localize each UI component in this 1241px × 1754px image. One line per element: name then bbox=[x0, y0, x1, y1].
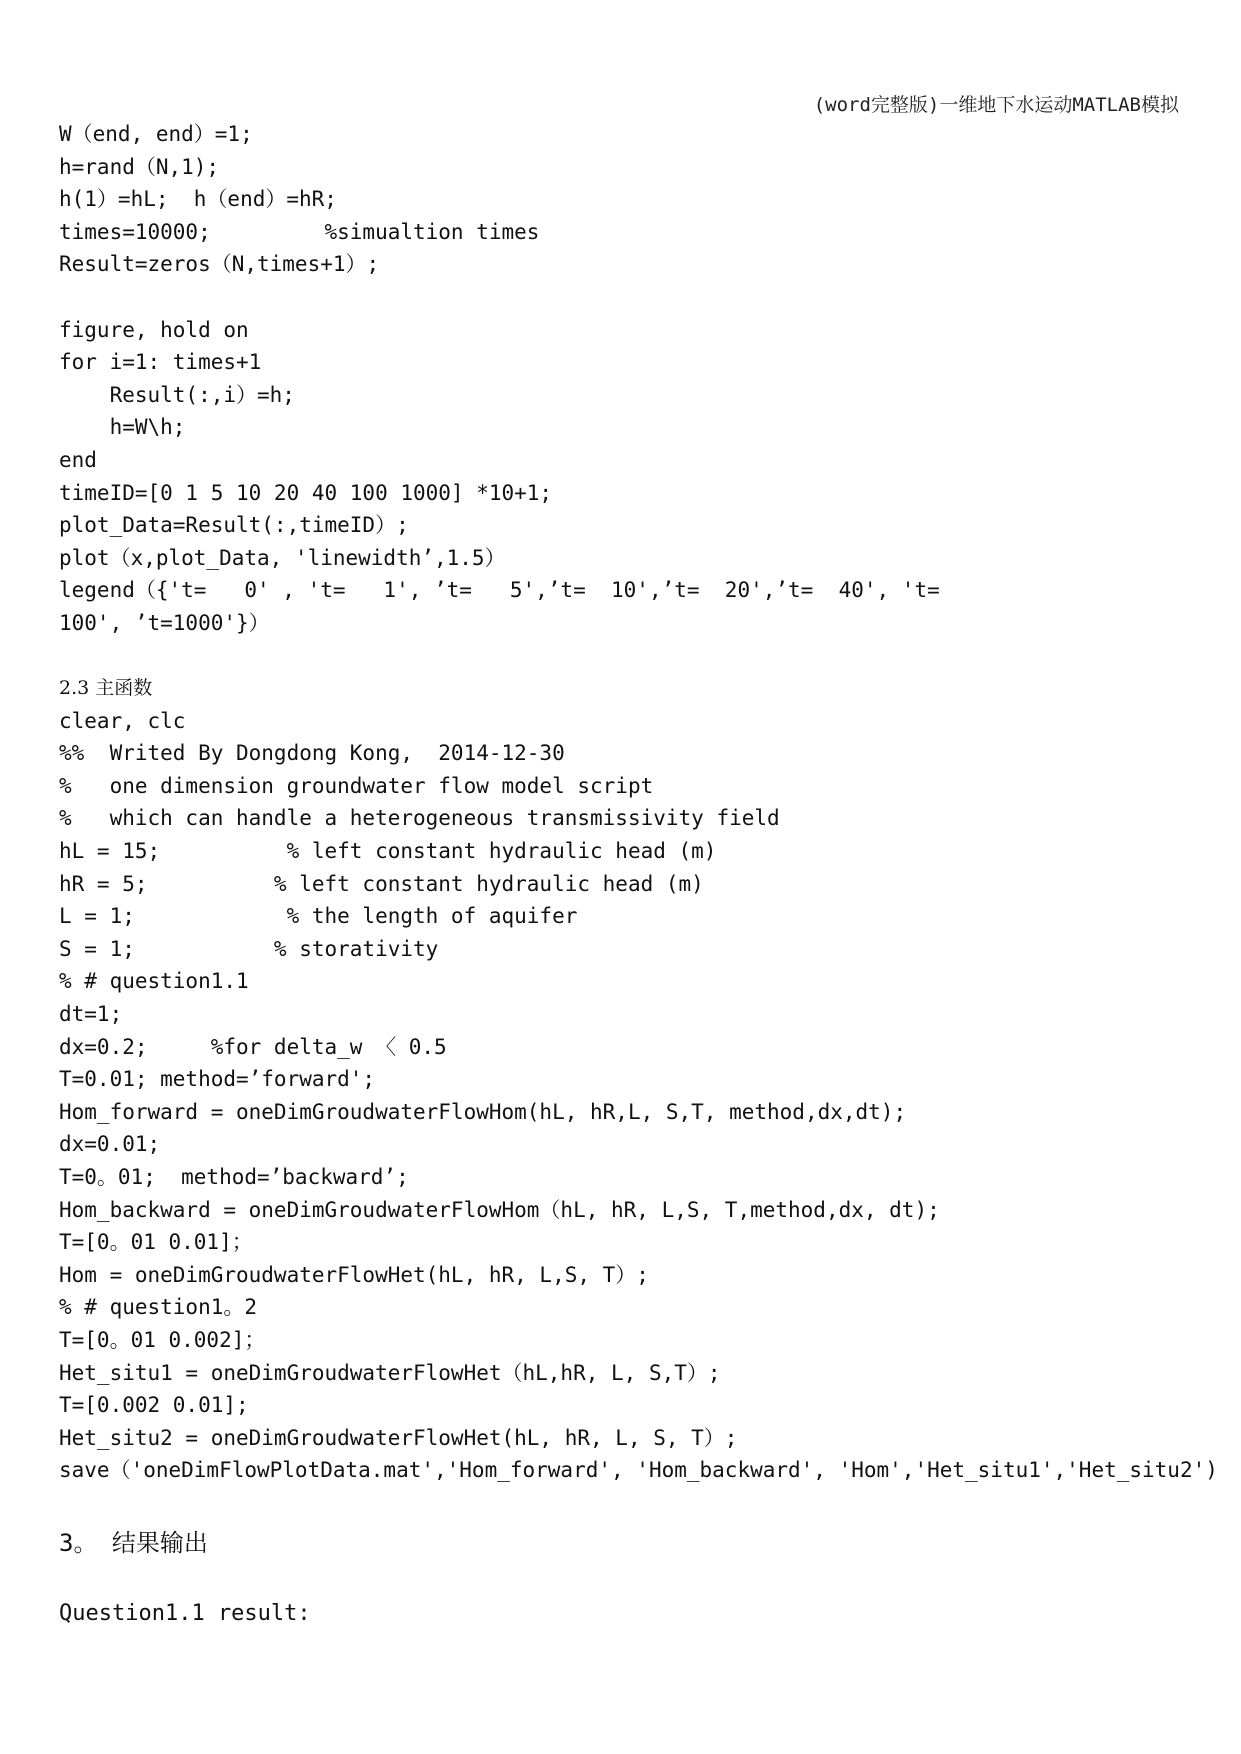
code-line: Het_situ1 = oneDimGroudwaterFlowHet（hL,hR, L, S,T）; bbox=[59, 1360, 721, 1385]
code-line: L = 1; % the length of aquifer bbox=[59, 904, 578, 929]
spacer bbox=[59, 1566, 1209, 1599]
code-line: % one dimension groundwater flow model script bbox=[59, 773, 654, 798]
code-line: times=10000; %simualtion times bbox=[59, 219, 540, 244]
code-line: dx=0.01; bbox=[59, 1132, 161, 1157]
code-line: plot（x,plot_Data, 'linewidth’,1.5） bbox=[59, 545, 506, 570]
code-line: timeID=[0 1 5 10 20 40 100 1000] *10+1; bbox=[59, 480, 553, 505]
code-line: plot_Data=Result(:,timeID）; bbox=[59, 513, 409, 538]
section-heading-2-3: 2.3 主函数 bbox=[59, 677, 153, 700]
code-line: figure, hold on bbox=[59, 317, 249, 342]
code-line: dt=1; bbox=[59, 1002, 123, 1027]
code-line: h=rand（N,1); bbox=[59, 154, 220, 179]
code-line: T=[0。01 0.01]； bbox=[59, 1230, 253, 1255]
code-line: h(1）=hL; h（end）=hR; bbox=[59, 187, 337, 212]
code-line: Hom = oneDimGroudwaterFlowHet(hL, hR, L,S, T）; bbox=[59, 1262, 649, 1287]
code-line: % # question1.1 bbox=[59, 969, 249, 994]
code-line: T=[0。01 0.002]； bbox=[59, 1327, 266, 1352]
code-line: Het_situ2 = oneDimGroudwaterFlowHet(hL, hR, L, S, T）; bbox=[59, 1425, 738, 1450]
code-block-2 bbox=[59, 705, 1218, 1487]
code-line: %% Writed By Dongdong Kong, 2014-12-30 bbox=[59, 741, 565, 766]
code-block-1 bbox=[59, 118, 1209, 640]
code-line: T=0。01; method=’backward’; bbox=[59, 1165, 409, 1189]
code-line: S = 1; % storativity bbox=[59, 936, 439, 961]
spacer bbox=[59, 1487, 1209, 1520]
code-line: end bbox=[59, 447, 97, 472]
code-line: legend（{'t= 0' , 't= 1', ’t= 5',’t= 10',’t= 20',’t= 40', 't= bbox=[59, 578, 940, 603]
code-line: dx=0.2; %for delta_w 〈 0.5 bbox=[59, 1034, 447, 1059]
code-line: hL = 15; % left constant hydraulic head (m) bbox=[59, 839, 717, 864]
code-line: % which can handle a heterogeneous transmissivity field bbox=[59, 806, 780, 831]
code-line: T=0.01; method=’forward'; bbox=[59, 1067, 376, 1092]
code-line: 100', ’t=1000'}） bbox=[59, 610, 270, 635]
code-line: clear, clc bbox=[59, 708, 186, 733]
document-body bbox=[59, 118, 1218, 1631]
section-heading-3: 3。 结果输出 bbox=[59, 1528, 208, 1557]
code-line: for i=1: times+1 bbox=[59, 350, 262, 375]
code-line: hR = 5; % left constant hydraulic head (m) bbox=[59, 871, 704, 896]
code-line: h=W\h; bbox=[59, 415, 186, 440]
code-line: Result(:,i）=h; bbox=[59, 382, 295, 407]
page-header: (word完整版)一维地下水运动MATLAB模拟 bbox=[813, 94, 1179, 116]
code-line: % # question1。2 bbox=[59, 1295, 258, 1320]
result-label: Question1.1 result: bbox=[59, 1601, 311, 1627]
code-line: T=[0.002 0.01]; bbox=[59, 1393, 249, 1418]
code-line: W（end, end）=1; bbox=[59, 122, 253, 146]
spacer bbox=[59, 640, 1209, 673]
code-line bbox=[59, 281, 1209, 314]
code-line: Hom_backward = oneDimGroudwaterFlowHom（hL, hR, L,S, T,method,dx, dt); bbox=[59, 1197, 940, 1222]
code-line: Hom_forward = oneDimGroudwaterFlowHom(hL, hR,L, S,T, method,dx,dt); bbox=[59, 1099, 907, 1124]
code-line: save（'oneDimFlowPlotData.mat','Hom_forward', 'Hom_backward', 'Hom','Het_situ1','Het_situ2') bbox=[59, 1458, 1218, 1483]
code-line: Result=zeros（N,times+1）; bbox=[59, 252, 380, 277]
